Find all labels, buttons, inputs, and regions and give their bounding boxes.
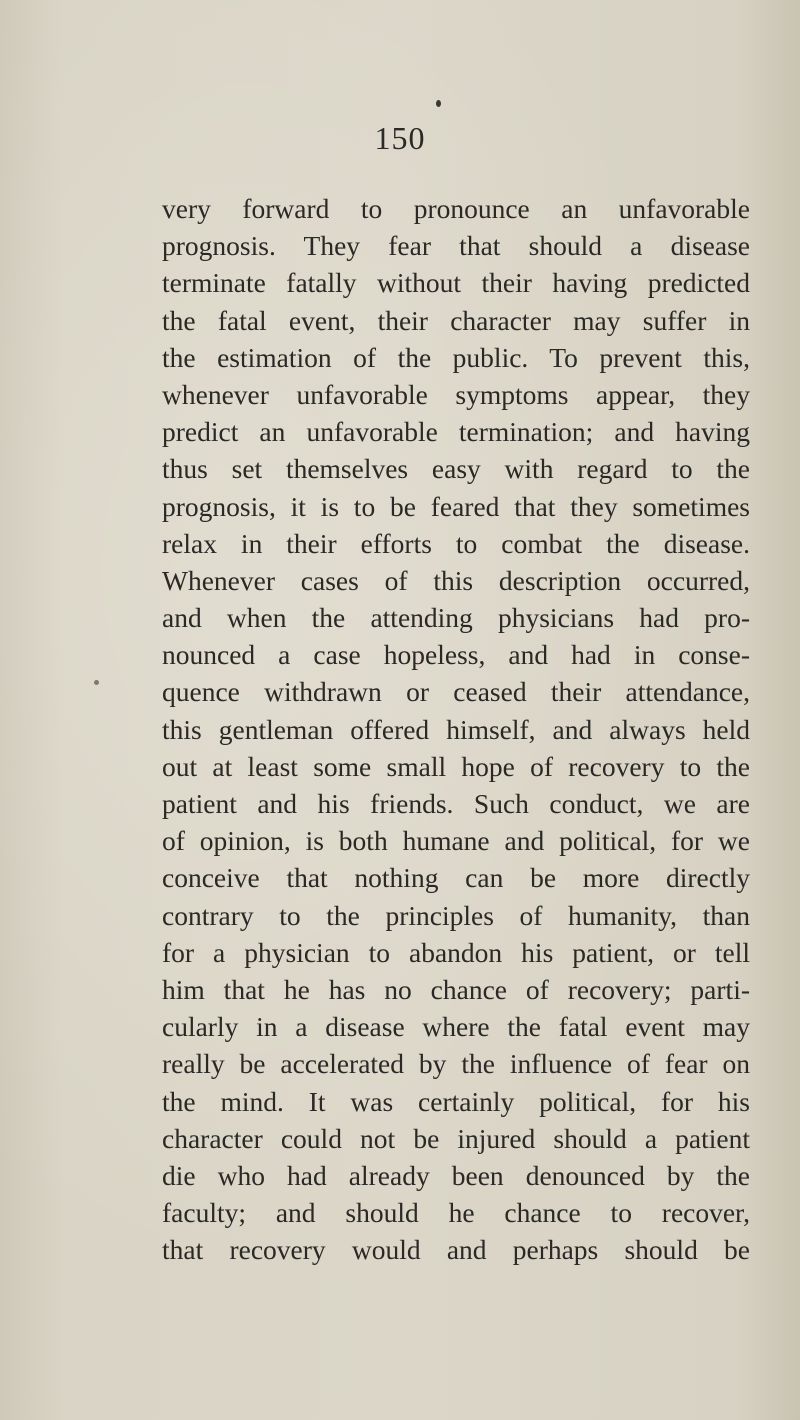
page-body-text bbox=[162, 190, 750, 1268]
page-number: 150 bbox=[374, 120, 426, 156]
text-line: very forward to pronounce an unfavorable bbox=[162, 193, 750, 224]
text-line: conceive that nothing can be more directly bbox=[162, 862, 750, 894]
text-line: whenever unfavorable symptoms appear, they bbox=[162, 378, 750, 410]
text-line: him that he has no chance of recovery; parti- bbox=[162, 973, 750, 1005]
text-line: quence withdrawn or ceased their attendance, bbox=[162, 676, 750, 708]
text-line: that recovery would and perhaps should be bbox=[162, 1234, 750, 1266]
text-line: patient and his friends. Such conduct, we are bbox=[162, 788, 750, 819]
text-line: this gentleman offered himself, and always held bbox=[162, 713, 750, 745]
text-line: out at least some small hope of recovery to the bbox=[162, 750, 750, 782]
text-line: prognosis. They fear that should a disease bbox=[162, 230, 750, 262]
text-line: the estimation of the public. To prevent this, bbox=[162, 341, 750, 373]
text-line: the fatal event, their character may suffer in bbox=[162, 304, 750, 336]
text-line: nounced a case hopeless, and had in conse- bbox=[162, 639, 750, 671]
text-line: Whenever cases of this description occurred, bbox=[162, 564, 750, 596]
text-line: predict an unfavorable termination; and having bbox=[162, 416, 750, 448]
text-line: die who had already been denounced by the bbox=[162, 1159, 750, 1191]
text-line: relax in their efforts to combat the disease. bbox=[162, 527, 750, 559]
ink-speck bbox=[94, 680, 99, 685]
text-line: faculty; and should he chance to recover, bbox=[162, 1197, 750, 1229]
text-line: the mind. It was certainly political, for his bbox=[162, 1085, 750, 1117]
text-line: character could not be injured should a patient bbox=[162, 1122, 750, 1154]
text-line: contrary to the principles of humanity, than bbox=[162, 899, 750, 931]
text-line: cularly in a disease where the fatal event may bbox=[162, 1011, 750, 1043]
text-line: of opinion, is both humane and political, for we bbox=[162, 825, 750, 857]
ink-speck bbox=[436, 100, 441, 107]
text-line: terminate fatally without their having predicted bbox=[162, 267, 750, 299]
text-line: really be accelerated by the influence of fear on bbox=[162, 1048, 750, 1080]
text-line: prognosis, it is to be feared that they sometimes bbox=[162, 490, 750, 522]
text-line: thus set themselves easy with regard to the bbox=[162, 453, 750, 485]
text-line: and when the attending physicians had pro- bbox=[162, 602, 750, 634]
text-line: for a physician to abandon his patient, or tell bbox=[162, 936, 750, 968]
